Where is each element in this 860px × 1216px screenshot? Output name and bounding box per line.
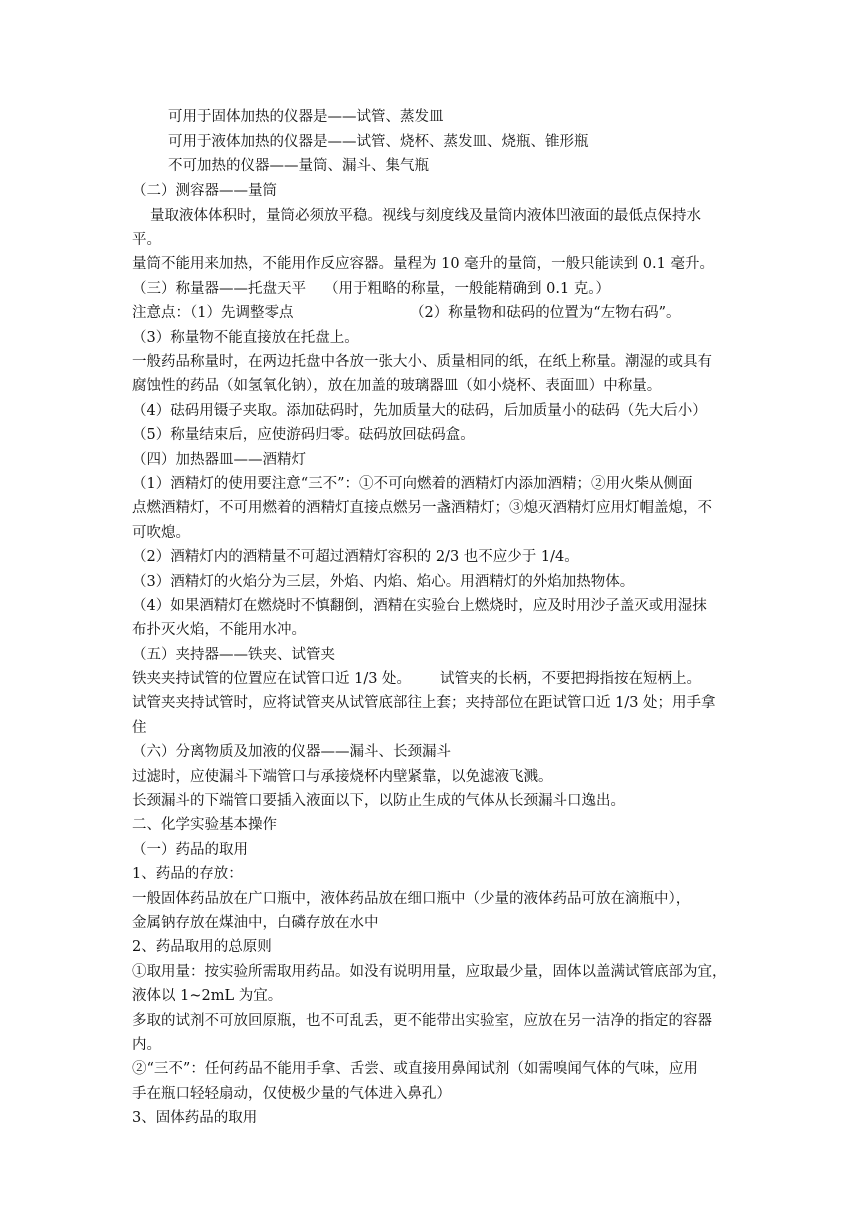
text-line: （4）如果酒精灯在燃烧时不慎翻倒，酒精在实验台上燃烧时，应及时用沙子盖灭或用湿抹 xyxy=(132,598,707,614)
text-segment: 铁夹夹持试管的位置应在试管口近 1/3 处。 xyxy=(132,671,412,687)
text-line: 手在瓶口轻轻扇动，仅使极少量的气体进入鼻孔） xyxy=(132,1086,451,1102)
section-heading: （二）测容器——量筒 xyxy=(132,183,277,199)
text-line: 量筒不能用来加热，不能用作反应容器。量程为 10 毫升的量筒，一般只能读到 0.1 毫升。 xyxy=(132,256,714,272)
section-heading: （四）加热器皿——酒精灯 xyxy=(132,452,306,468)
text-line: 点燃酒精灯，不可用燃着的酒精灯直接点燃另一盏酒精灯；③熄灭酒精灯应用灯帽盖熄，不 xyxy=(132,500,712,516)
text-line: 过滤时，应使漏斗下端管口与承接烧杯内壁紧靠，以免滤液飞溅。 xyxy=(132,769,553,785)
text-segment: （2）称量物和砝码的位置为“左物右码”。 xyxy=(410,305,681,321)
text-line: ①取用量：按实验所需取用药品。如没有说明用量，应取最少量，固体以盖满试管底部为宜， xyxy=(132,964,727,980)
text-line: 可用于液体加热的仪器是——试管、烧杯、蒸发皿、烧瓶、锥形瓶 xyxy=(168,134,589,150)
section-heading: 二、化学实验基本操作 xyxy=(132,817,277,833)
text-line: 长颈漏斗的下端管口要插入液面以下，以防止生成的气体从长颈漏斗口逸出。 xyxy=(132,793,625,809)
text-segment: （用于粗略的称量，一般能精确到 0.1 克。） xyxy=(324,281,611,297)
text-segment: 注意点：（1）先调整零点 xyxy=(132,305,294,321)
text-line: ②“三不”：任何药品不能用手拿、舌尝、或直接用鼻闻试剂（如需嗅闻气体的气味，应用 xyxy=(132,1061,698,1077)
text-line: （1）酒精灯的使用要注意“三不”：①不可向燃着的酒精灯内添加酒精；②用火柴从侧面 xyxy=(132,476,693,492)
text-line: 金属钠存放在煤油中，白磷存放在水中 xyxy=(132,915,379,931)
section-heading: （三）称量器——托盘天平 xyxy=(132,281,306,297)
text-line: （5）称量结束后，应使游码归零。砝码放回砝码盒。 xyxy=(132,427,475,443)
text-line: 量取液体体积时，量筒必须放平稳。视线与刻度线及量筒内液体凹液面的最低点保持水 xyxy=(150,208,701,224)
text-line: （3）称量物不能直接放在托盘上。 xyxy=(132,330,359,346)
text-line: 不可加热的仪器——量筒、漏斗、集气瓶 xyxy=(168,158,429,174)
text-line: （2）酒精灯内的酒精量不可超过酒精灯容积的 2/3 也不应少于 1/4。 xyxy=(132,549,579,565)
text-line: 多取的试剂不可放回原瓶，也不可乱丢，更不能带出实验室，应放在另一洁净的指定的容器 xyxy=(132,1013,712,1029)
text-line: 可吹熄。 xyxy=(132,525,190,541)
text-line: 平。 xyxy=(132,232,161,248)
text-line: 内。 xyxy=(132,1037,161,1053)
section-heading: 2、药品取用的总原则 xyxy=(132,939,272,955)
text-line: （3）酒精灯的火焰分为三层，外焰、内焰、焰心。用酒精灯的外焰加热物体。 xyxy=(132,574,635,590)
text-line: 腐蚀性的药品（如氢氧化钠），放在加盖的玻璃器皿（如小烧杯、表面皿）中称量。 xyxy=(132,378,662,394)
text-line: 布扑灭火焰，不能用水冲。 xyxy=(132,622,306,638)
text-line: 可用于固体加热的仪器是——试管、蒸发皿 xyxy=(168,109,444,125)
text-line: 试管夹夹持试管时，应将试管夹从试管底部往上套；夹持部位在距试管口近 1/3 处；用手拿 xyxy=(132,695,716,711)
section-heading: （六）分离物质及加液的仪器——漏斗、长颈漏斗 xyxy=(132,744,451,760)
text-segment: 试管夹的长柄，不要把拇指按在短柄上。 xyxy=(440,671,701,687)
section-heading: （五）夹持器——铁夹、试管夹 xyxy=(132,647,335,663)
text-line: （4）砝码用镊子夹取。添加砝码时，先加质量大的砝码，后加质量小的砝码（先大后小） xyxy=(132,403,707,419)
section-heading: （一）药品的取用 xyxy=(132,842,248,858)
text-line: 液体以 1~2mL 为宜。 xyxy=(132,988,283,1004)
text-line: 一般固体药品放在广口瓶中，液体药品放在细口瓶中（少量的液体药品可放在滴瓶中）， xyxy=(132,891,691,907)
section-heading: 1、药品的存放： xyxy=(132,866,243,882)
text-line: 住 xyxy=(132,720,147,736)
text-line: 一般药品称量时，在两边托盘中各放一张大小、质量相同的纸，在纸上称量。潮湿的或具有 xyxy=(132,354,712,370)
section-heading: 3、固体药品的取用 xyxy=(132,1110,258,1126)
